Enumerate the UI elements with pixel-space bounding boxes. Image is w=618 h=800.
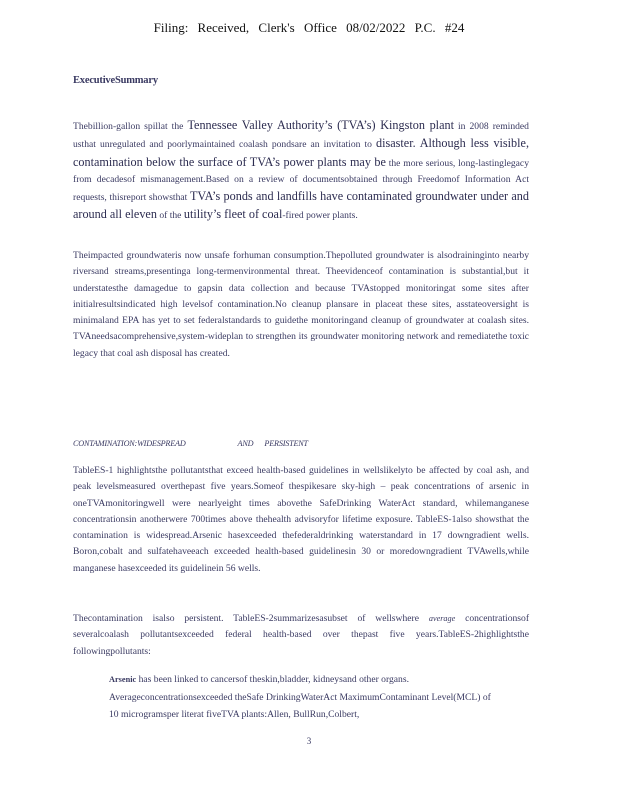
intro-text-disaster: disaster. Although less visible, contamination below the surface of TVA’s power plants may be <box>73 136 529 169</box>
impact-paragraph: Theimpacted groundwateris now unsafe forhuman consumption.Thepolluted groundwater is alsodraininginto nearby riversand streams,presentinga long-termenvironmental threat. Theevidenceof contamination is substantial,but it understatesthe damagedue to gapsin data collection and because TVAstopped monitoringat some sites after initialresultsindicated high levelsof contamination.No cleanup plansare in placeat these sites, asstateoversight is minimaland EPA has yet to set federalstandards to guidethe monitoringand cleanup of groundwater at coalash sites. TVAneedsacomprehensive,system-wideplan to strengthen its groundwater monitoring network and remediatethe toxic legacy that coal ash disposal has created. <box>73 250 529 359</box>
intro-text-fleet: utility’s fleet of coal <box>183 207 283 222</box>
persistence-paragraph <box>73 611 529 660</box>
table-es1-paragraph: TableES-1 highlightsthe pollutantsthat exceed health-based guidelines in wellslikelyto be affected by coal ash, and peak levelsmeasured overthepast five years.Someof thespikesare sky-high – peak concentrations of arsenic in oneTVAmonitoringwell were nearlyeight times abovethe SafeDrinking WaterAct standard, whilemanganese concentrationsin anotherwere 700times above thehealth advisoryfor lifetime exposure. TableES-1also showsthat the contamination is widespread.Arsenic hasexceeded thefederaldrinking waterstandard in 17 downgradient wells. Boron,cobalt and sulfatehaveeach exceeded health-based guidelinesin 30 or moredowngradient TVAwells,while manganese hasexceeded its guidelinein 56 wells. <box>73 465 529 574</box>
intro-text-contaminated: TVA’s ponds and landfills have contaminated groundwater under and around all eleven <box>73 189 529 222</box>
intro-text-of-the: of the <box>159 210 182 222</box>
intro-paragraph <box>73 117 529 225</box>
arsenic-text: has been linked to cancersof theskin,bladder, kidneysand other organs. Averageconcentrationsexceeded theSafe DrinkingWaterAct MaximumContaminant Level(MCL) of 10 microgramsper literat fiveTVA plants:Allen, BullRun,Colbert, <box>109 674 491 720</box>
filing-header: Filing: Received, Clerk's Office 08/02/2022 P.C. #24 <box>153 20 465 35</box>
contamination-heading-part1: CONTAMINATION:WIDESPREAD <box>73 439 186 448</box>
persistence-text-1: Thecontamination isalso persistent. TableES-2summarizesasubset of wellswhere <box>73 613 419 624</box>
contamination-heading-part2: AND <box>237 439 254 448</box>
contamination-heading-part3: PERSISTENT <box>264 439 308 448</box>
persistence-average: average <box>428 614 456 623</box>
intro-text-2: in 2008 reminded usthat unregulated and poorlymaintained coalash pondsare an invitation to <box>73 121 529 151</box>
arsenic-bullet <box>109 671 501 724</box>
contamination-heading <box>73 439 308 448</box>
executive-summary-heading: ExecutiveSummary <box>73 75 158 86</box>
arsenic-lead: Arsenic <box>109 675 137 684</box>
intro-text-plants: -fired power plants. <box>282 210 358 222</box>
persistence-text-2: concentrationsof severalcoalash pollutantsexceeded federal health-based over thepast five years.TableES-2highlightsthe followingpollutants: <box>73 613 530 657</box>
intro-text-3: the more serious, long-lastinglegacy from decadesof mismanagement.Based on a review of documentsobtained through Freedomof Information Act requests, thisreport showsthat <box>73 157 529 204</box>
intro-text-tva-kingston: Tennessee Valley Authority’s (TVA’s) Kingston plant <box>187 118 454 132</box>
intro-text-1: Thebillion-gallon spillat the <box>73 121 184 132</box>
page-number: 3 <box>306 736 312 746</box>
